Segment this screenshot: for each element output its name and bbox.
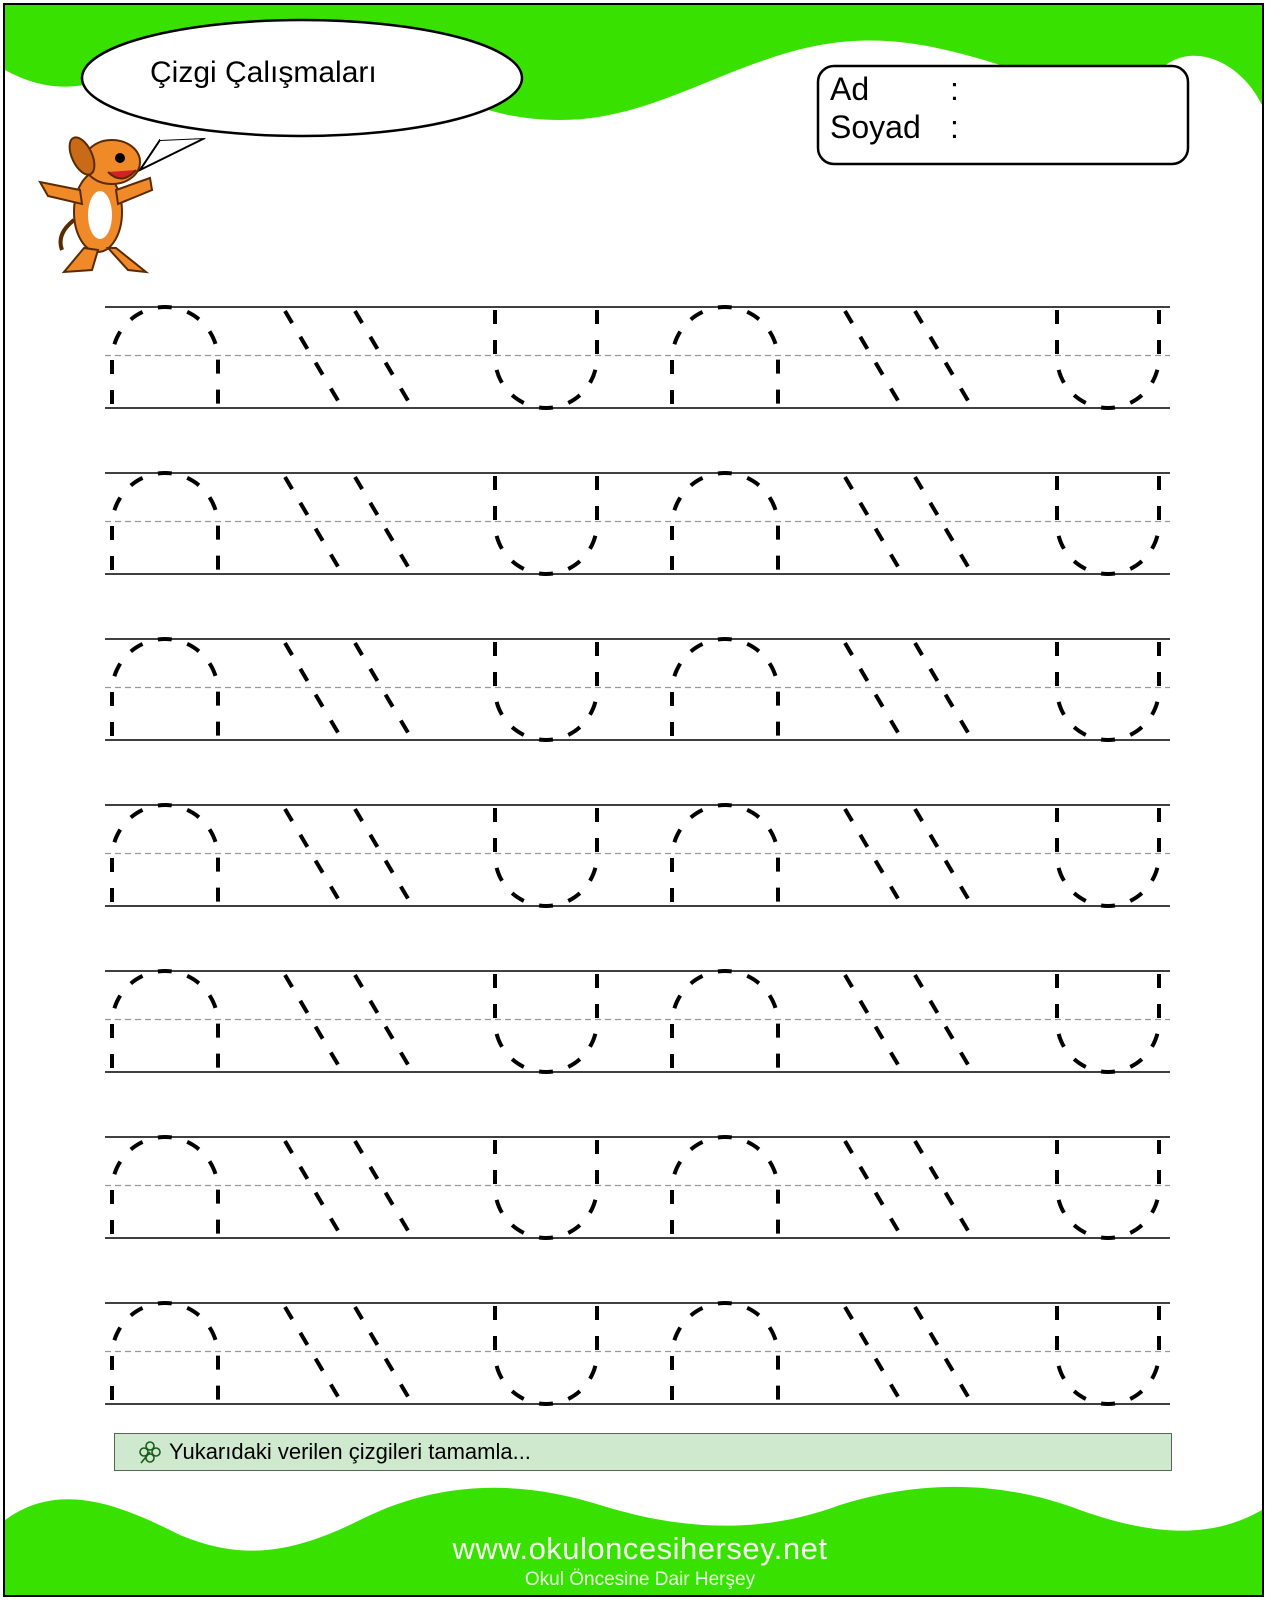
footer-site: www.okuloncesihersey.net (452, 1531, 828, 1566)
page-border (4, 4, 1263, 1596)
name-separator: : (950, 71, 959, 107)
footer-tagline: Okul Öncesine Dair Herşey (524, 1569, 756, 1590)
name-row (830, 70, 959, 108)
surname-separator: : (950, 109, 959, 145)
worksheet-title: Çizgi Çalışmaları (150, 56, 377, 89)
instruction-bar (114, 1433, 1172, 1471)
flower-icon (137, 1439, 163, 1465)
name-label: Ad (830, 71, 870, 107)
surname-row (830, 108, 959, 146)
name-box (830, 70, 959, 146)
surname-label: Soyad (830, 109, 921, 145)
instruction-text: Yukarıdaki verilen çizgileri tamamla... (169, 1439, 531, 1464)
